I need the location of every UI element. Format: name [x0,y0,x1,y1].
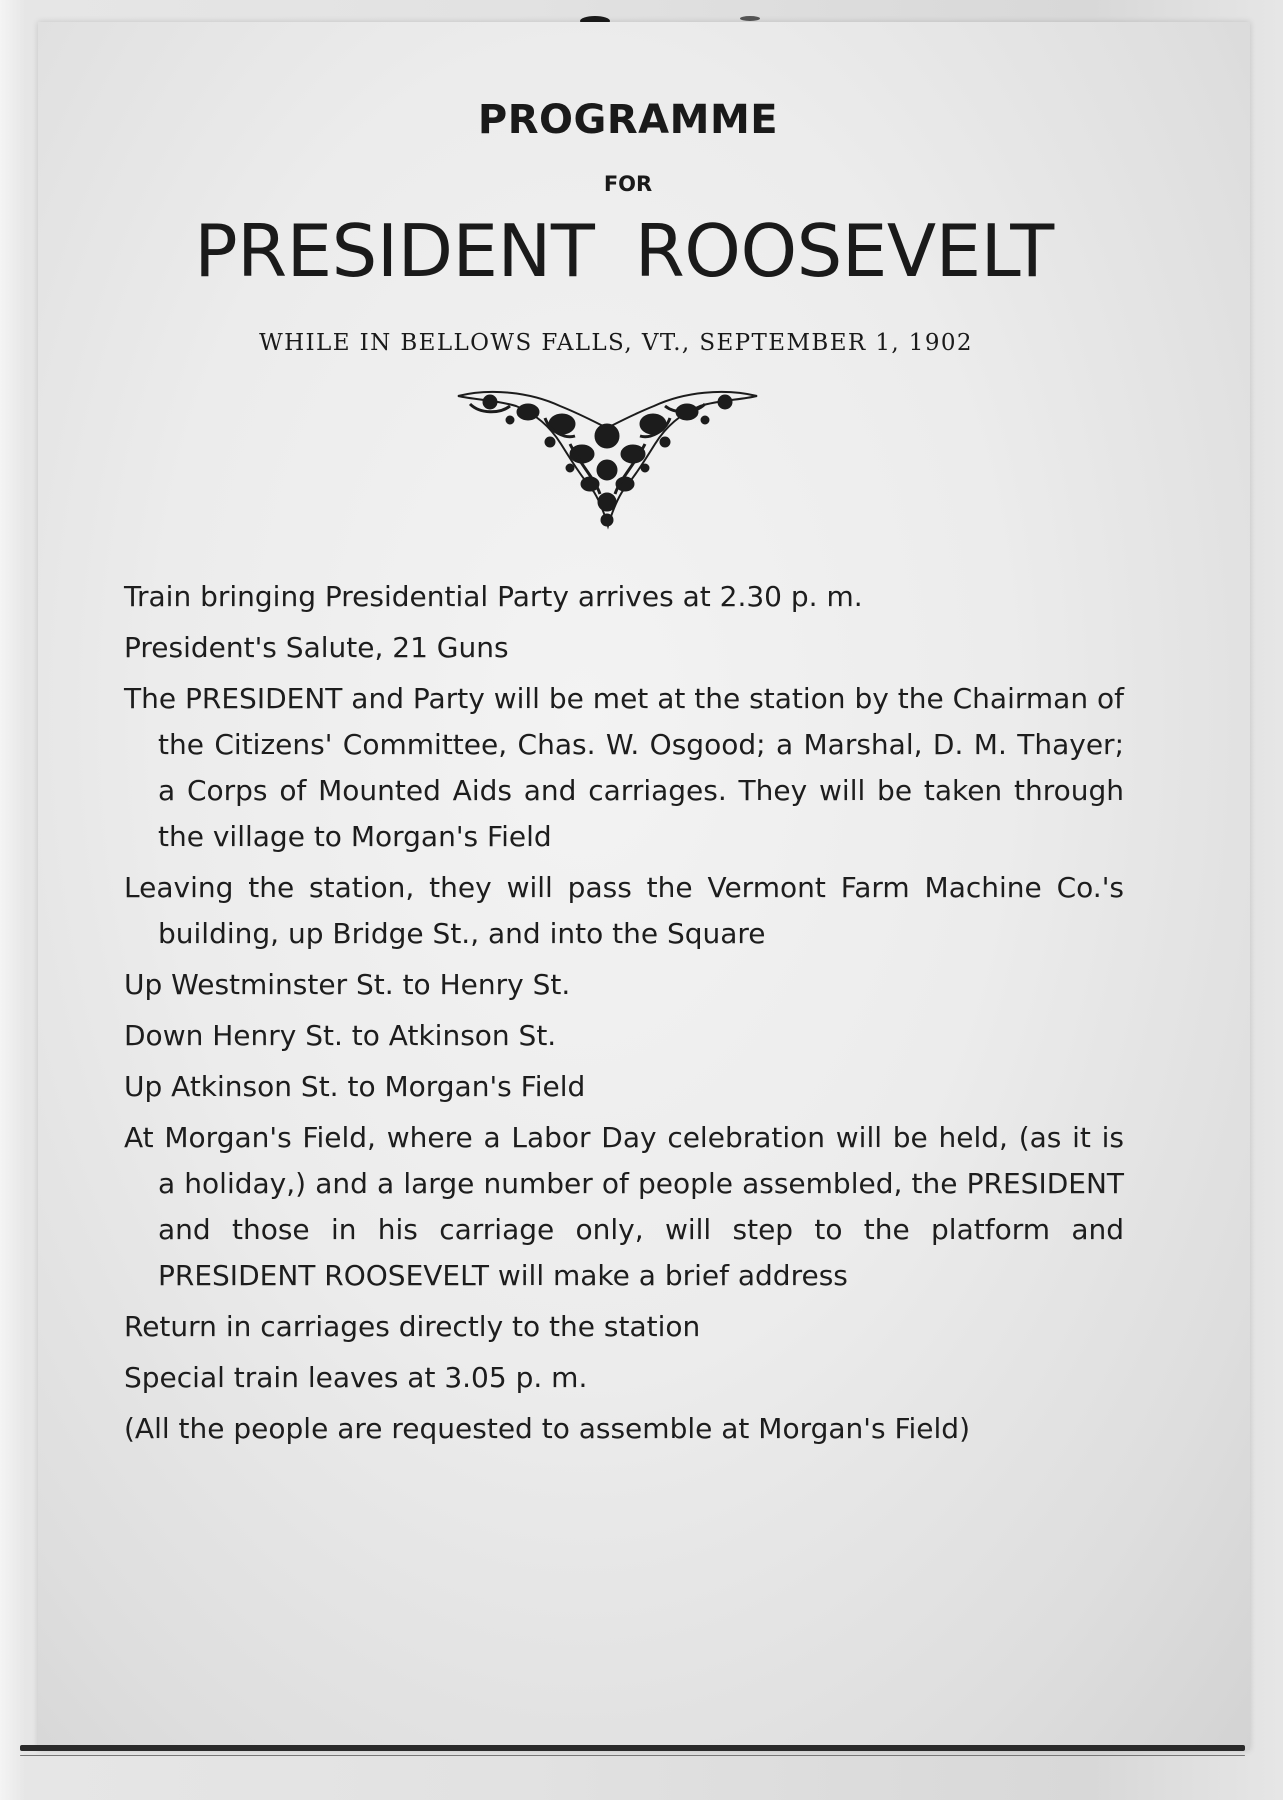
list-item: Up Westminster St. to Henry St. [124,968,571,1001]
list-item: At Morgan's Field, where a Labor Day celebration will be held, (as it is a holiday,) and a large number of people assembled, the PRESIDENT and those in his carriage only, will step to the platform and PRESIDENT ROOSEVELT will make a brief address [124,1121,1124,1292]
clip-mark [740,16,760,21]
bottom-rule-thin [20,1755,1245,1756]
list-item: Down Henry St. to Atkinson St. [124,1019,557,1052]
list-item: President's Salute, 21 Guns [124,631,509,664]
list-item: (All the people are requested to assemble at Morgan's Field) [124,1412,971,1445]
title-connector: FOR [603,172,653,196]
programme-list [124,574,1124,1457]
list-item: Train bringing Presidential Party arrives at 2.30 p. m. [124,580,863,613]
list-item: Return in carriages directly to the station [124,1310,701,1343]
document-title: PROGRAMME [477,97,779,143]
document-subtitle: WHILE IN BELLOWS FALLS, VT., SEPTEMBER 1, 1902 [259,330,973,356]
list-item: Special train leaves at 3.05 p. m. [124,1361,588,1394]
bottom-rule [20,1745,1245,1751]
floral-ornament-icon [450,384,765,534]
list-item: The PRESIDENT and Party will be met at the station by the Chairman of the Citizens' Committee, Chas. W. Osgood; a Marshal, D. M. Thayer; a Corps of Mounted Aids and carriages. They will be taken through the village to Morgan's Field [124,682,1124,853]
list-item: Up Atkinson St. to Morgan's Field [124,1070,586,1103]
list-item: Leaving the station, they will pass the Vermont Farm Machine Co.'s building, up Bridge St., and into the Square [124,871,1124,950]
document-subject: PRESIDENT ROOSEVELT [194,209,1054,293]
programme-sheet [38,22,1250,1750]
